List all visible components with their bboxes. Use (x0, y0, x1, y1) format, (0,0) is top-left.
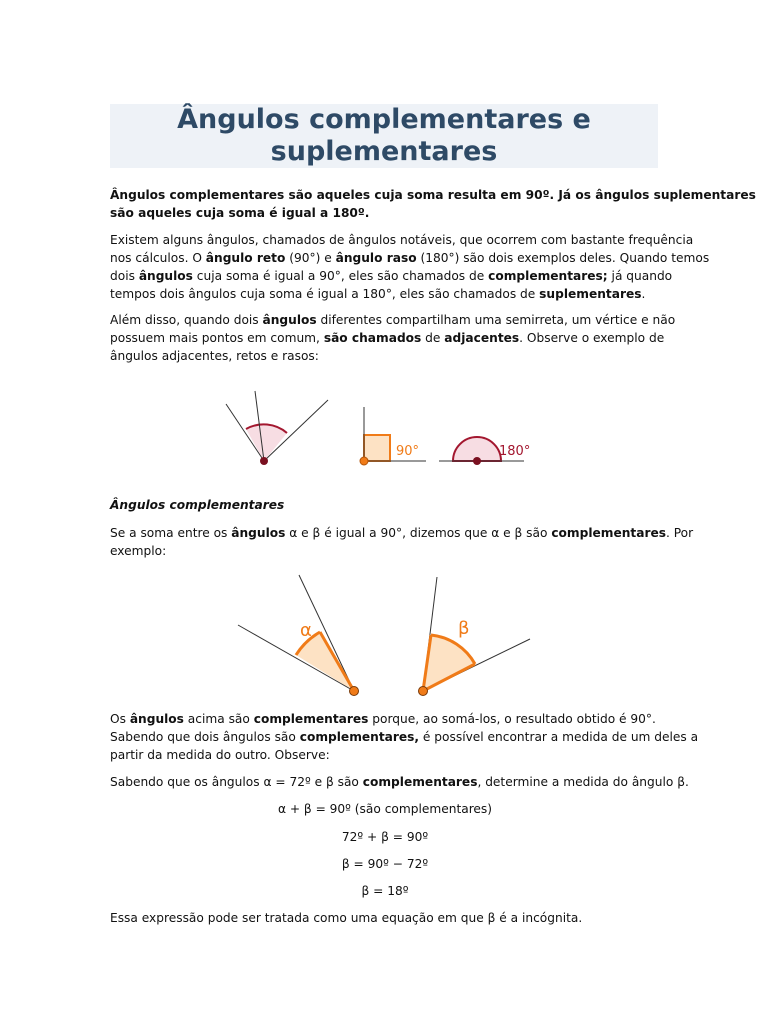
text-run: . Observe o exemplo de (519, 331, 665, 345)
text-run: já quando (607, 269, 673, 283)
bold-term: ângulo reto (205, 251, 286, 265)
bold-term: são chamados (323, 331, 422, 345)
page-title (110, 104, 658, 168)
bold-term: complementares (551, 526, 667, 540)
alpha-label: α (300, 620, 312, 641)
text-run: Existem alguns ângulos, chamados de ângulos notáveis, que ocorrem com bastante frequência (110, 233, 694, 247)
text-run: ângulos adjacentes, retos e rasos: (110, 349, 319, 363)
bold-term: ângulos (129, 712, 184, 726)
text-run: cuja soma é igual a 90°, eles são chamados de (192, 269, 489, 283)
text-run: dois (110, 269, 139, 283)
text-run: tempos dois ângulos cuja soma é igual a 180°, eles são chamados de (110, 287, 540, 301)
bold-term: complementares, (299, 730, 420, 744)
straight-angle-diagram (439, 437, 530, 465)
text-run: , determine a medida do ângulo β. (477, 775, 689, 789)
intro-paragraph (110, 186, 756, 222)
complementary-explanation-paragraph (110, 710, 699, 764)
beta-label: β (458, 618, 470, 639)
exercise-paragraph (110, 773, 689, 791)
text-run: Se a soma entre os (110, 526, 232, 540)
title-line-2: suplementares (270, 136, 498, 167)
angle-types-figure (220, 388, 540, 478)
text-run: Além disso, quando dois (110, 313, 263, 327)
straight-angle-label: 180° (499, 444, 531, 459)
alpha-angle-diagram (238, 575, 359, 696)
text-run: acima são (183, 712, 254, 726)
notable-angles-paragraph (110, 231, 710, 303)
section-heading (110, 496, 660, 514)
text-run: exemplo: (110, 544, 167, 558)
text-run: . Por (666, 526, 694, 540)
intro-line-1: Ângulos complementares são aqueles cuja soma resulta em 90º. Já os ângulos suplementares (110, 188, 756, 202)
text-run: Os (110, 712, 130, 726)
bold-term: ângulo raso (335, 251, 417, 265)
bold-term: ângulos (138, 269, 193, 283)
right-angle-diagram (360, 407, 426, 465)
right-angle-label: 90° (396, 444, 420, 459)
equation-line: α + β = 90º (são complementares) (277, 802, 493, 816)
text-run: diferentes compartilham uma semirreta, um vértice e não (316, 313, 676, 327)
closing-paragraph: Essa expressão pode ser tratada como uma equação em que β é a incógnita. (110, 911, 583, 925)
equation-line: β = 18º (361, 884, 409, 898)
bold-term: complementares (253, 712, 369, 726)
adjacent-angles-diagram (226, 391, 328, 465)
equation-line: β = 90º − 72º (341, 857, 429, 871)
alpha-beta-figure (234, 572, 544, 702)
text-run: possuem mais pontos em comum, (110, 331, 324, 345)
section-heading-text: Ângulos complementares (110, 498, 285, 512)
text-run: . (641, 287, 646, 301)
text-run: porque, ao somá-los, o resultado obtido é 90°. (368, 712, 656, 726)
text-run: (180°) são dois exemplos deles. Quando temos (416, 251, 710, 265)
bold-term: ângulos (231, 526, 286, 540)
complementary-definition-paragraph (110, 524, 694, 560)
bold-term: ângulos (262, 313, 317, 327)
text-run: de (421, 331, 445, 345)
text-run: Sabendo que os ângulos α = 72º e β são (110, 775, 363, 789)
text-run: Sabendo que dois ângulos são (110, 730, 300, 744)
text-run: nos cálculos. O (110, 251, 206, 265)
bold-term: suplementares (539, 287, 642, 301)
equation-line: 72º + β = 90º (341, 830, 429, 844)
intro-line-2: são aqueles cuja soma é igual a 180º. (110, 206, 370, 220)
text-run: (90°) e (285, 251, 336, 265)
text-run: é possível encontrar a medida de um deles a (419, 730, 699, 744)
title-line-1: Ângulos complementares e (177, 104, 591, 135)
bold-term: complementares (362, 775, 478, 789)
beta-angle-diagram (419, 577, 531, 696)
text-run: partir da medida do outro. Observe: (110, 748, 330, 762)
adjacent-angles-paragraph (110, 311, 676, 365)
text-run: α e β é igual a 90°, dizemos que α e β são (285, 526, 552, 540)
bold-term: adjacentes (444, 331, 520, 345)
bold-term: complementares; (488, 269, 608, 283)
